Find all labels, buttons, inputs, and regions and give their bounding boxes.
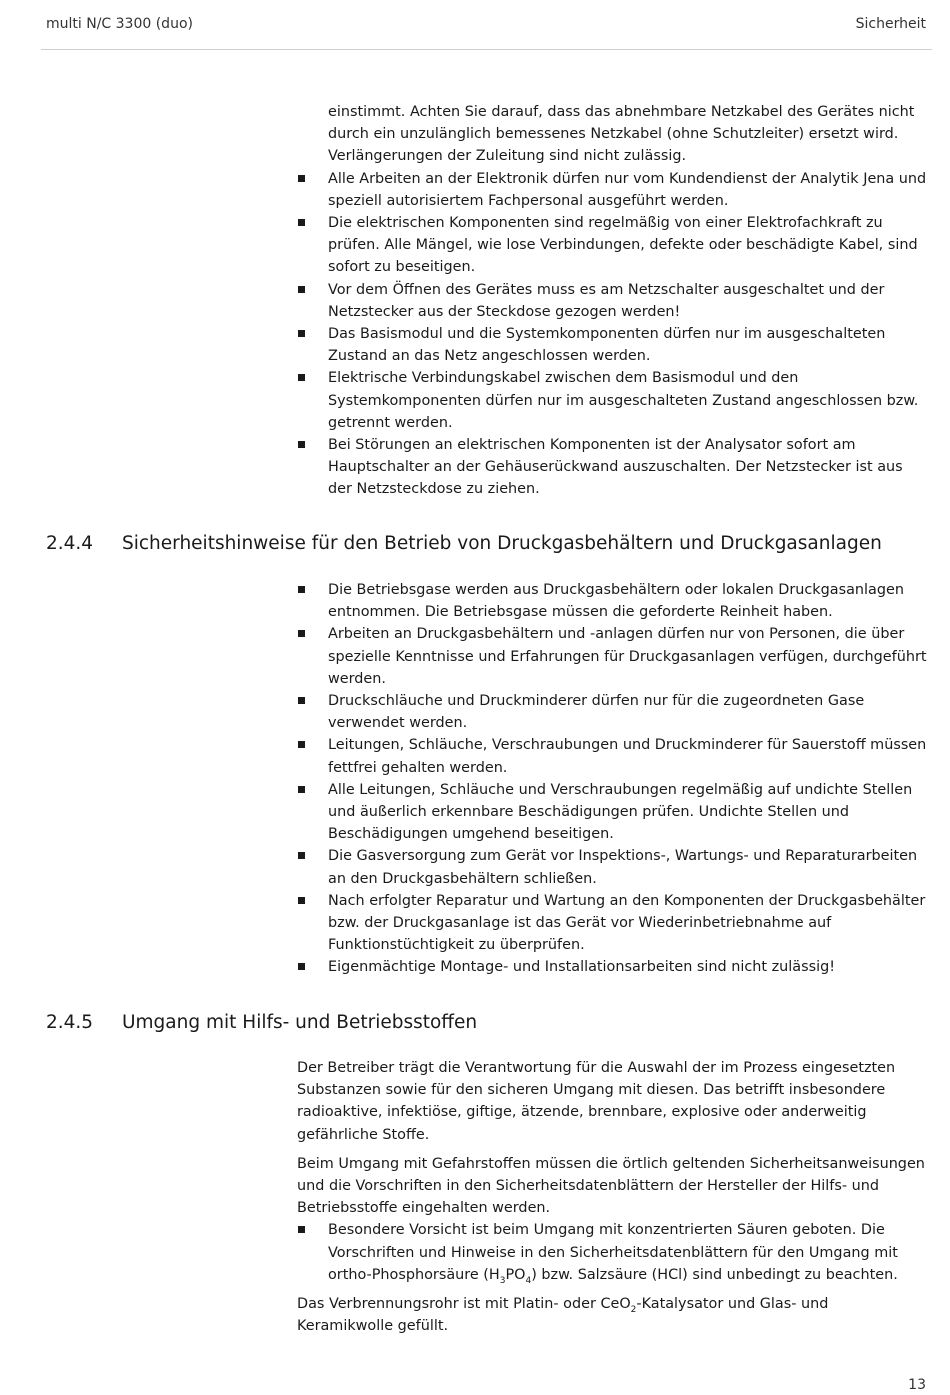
section-title: Umgang mit Hilfs- und Betriebsstoffen (122, 1012, 478, 1033)
paragraph: Das Verbrennungsrohr ist mit Platin- oder CeO$_2$-Katalysator und Glas- und Keramikwolle gefüllt. (297, 1296, 829, 1335)
section-heading-2-4-4 (46, 533, 882, 554)
compressed-gas-list (297, 579, 927, 979)
bullet-square-icon (298, 852, 305, 859)
bullet-square-icon (298, 786, 305, 793)
bullet-square-icon (298, 741, 305, 748)
header-divider (41, 49, 932, 50)
paragraph: Der Betreiber trägt die Verantwortung für die Auswahl der im Prozess eingesetzten Substanzen sowie für den sicheren Umgang mit diesen. Das betrifft insbesondere radioaktive, infektiöse, giftige, ätzende, brennbare, explosive oder anderweitig gefährliche Stoffe. (297, 1060, 896, 1143)
electrical-safety-list (297, 168, 927, 501)
bullet-square-icon (298, 286, 305, 293)
bullet-square-icon (298, 374, 305, 381)
bullet-square-icon (298, 1226, 305, 1233)
list-item: Besondere Vorsicht ist beim Umgang mit konzentrierten Säuren geboten. Die Vorschriften und Hinweise in den Sicherheitsdatenblättern für den Umgang mit ortho-Phosphorsäure $(H_3PO_4)$ bzw. Salzsäure (HCl) sind unbedingt zu beachten. (297, 1219, 927, 1286)
page-number: 13 (908, 1377, 926, 1393)
list-item: Alle Arbeiten an der Elektronik dürfen nur vom Kundendienst der Analytik Jena und speziell autorisiertem Fachpersonal ausgeführt werden. (297, 168, 927, 212)
bullet-square-icon (298, 175, 305, 182)
continuation-paragraph: einstimmt. Achten Sie darauf, dass das abnehmbare Netzkabel des Gerätes nicht durch ein unzulänglich bemessenes Netzkabel (ohne Schutzleiter) ersetzt wird. Verlängerungen der Zuleitung sind nicht zulässig. (328, 104, 915, 165)
list-item: Die Betriebsgase werden aus Druckgasbehältern oder lokalen Druckgasanlagen entnommen. Die Betriebsgase müssen die geforderte Reinheit haben. (297, 579, 927, 623)
bullet-square-icon (298, 586, 305, 593)
list-item: Die Gasversorgung zum Gerät vor Inspektions-, Wartungs- und Reparaturarbeiten an den Druckgasbehältern schließen. (297, 845, 927, 889)
compressed-gas-block (297, 579, 927, 979)
section-number: 2.4.5 (46, 1012, 94, 1033)
list-item: Die elektrischen Komponenten sind regelmäßig von einer Elektrofachkraft zu prüfen. Alle Mängel, wie lose Verbindungen, defekte oder beschädigte Kabel, sind sofort zu beseitigen. (297, 212, 927, 279)
bullet-square-icon (298, 441, 305, 448)
section-heading-2-4-5 (46, 1012, 477, 1033)
bullet-square-icon (298, 630, 305, 637)
section-number: 2.4.4 (46, 533, 94, 554)
bullet-square-icon (298, 963, 305, 970)
bullet-square-icon (298, 897, 305, 904)
bullet-square-icon (298, 219, 305, 226)
page-header (46, 16, 926, 38)
list-item: Eigenmächtige Montage- und Installationsarbeiten sind nicht zulässig! (297, 956, 927, 978)
list-item: Nach erfolgter Reparatur und Wartung an den Komponenten der Druckgasbehälter bzw. der Druckgasanlage ist das Gerät vor Wiederinbetriebnahme auf Funktionstüchtigkeit zu überprüfen. (297, 890, 927, 957)
list-item: Druckschläuche und Druckminderer dürfen nur für die zugeordneten Gase verwendet werden. (297, 690, 927, 734)
auxiliary-substances-block (297, 1057, 927, 1337)
list-item: Arbeiten an Druckgasbehältern und -anlagen dürfen nur von Personen, die über spezielle Kenntnisse und Erfahrungen für Druckgasanlagen verfügen, durchgeführt werden. (297, 623, 927, 690)
electrical-safety-block (297, 101, 927, 501)
section-title: Sicherheitshinweise für den Betrieb von Druckgasbehältern und Druckgasanlagen (122, 533, 882, 554)
document-title: multi N/C 3300 (duo) (46, 16, 193, 32)
bullet-square-icon (298, 330, 305, 337)
list-item: Elektrische Verbindungskabel zwischen dem Basismodul und den Systemkomponenten dürfen nur im ausgeschalteten Zustand angeschlossen bzw. getrennt werden. (297, 367, 927, 434)
bullet-square-icon (298, 697, 305, 704)
list-item: Leitungen, Schläuche, Verschraubungen und Druckminderer für Sauerstoff müssen fettfrei gehalten werden. (297, 734, 927, 778)
list-item: Das Basismodul und die Systemkomponenten dürfen nur im ausgeschalteten Zustand an das Netz angeschlossen werden. (297, 323, 927, 367)
paragraph: Beim Umgang mit Gefahrstoffen müssen die örtlich geltenden Sicherheitsanweisungen und die Vorschriften in den Sicherheitsdatenblättern der Hersteller der Hilfs- und Betriebsstoffe eingehalten werden. (297, 1155, 925, 1217)
list-item: Alle Leitungen, Schläuche und Verschraubungen regelmäßig auf undichte Stellen und äußerlich erkennbare Beschädigungen prüfen. Undichte Stellen und Beschädigungen umgehend beseitigen. (297, 779, 927, 846)
list-item: Bei Störungen an elektrischen Komponenten ist der Analysator sofort am Hauptschalter an der Gehäuserückwand auszuschalten. Der Netzstecker ist aus der Netzsteckdose zu ziehen. (297, 434, 927, 501)
chapter-title: Sicherheit (855, 16, 926, 32)
acid-handling-list (297, 1219, 927, 1286)
list-item: Vor dem Öffnen des Gerätes muss es am Netzschalter ausgeschaltet und der Netzstecker aus der Steckdose gezogen werden! (297, 279, 927, 323)
